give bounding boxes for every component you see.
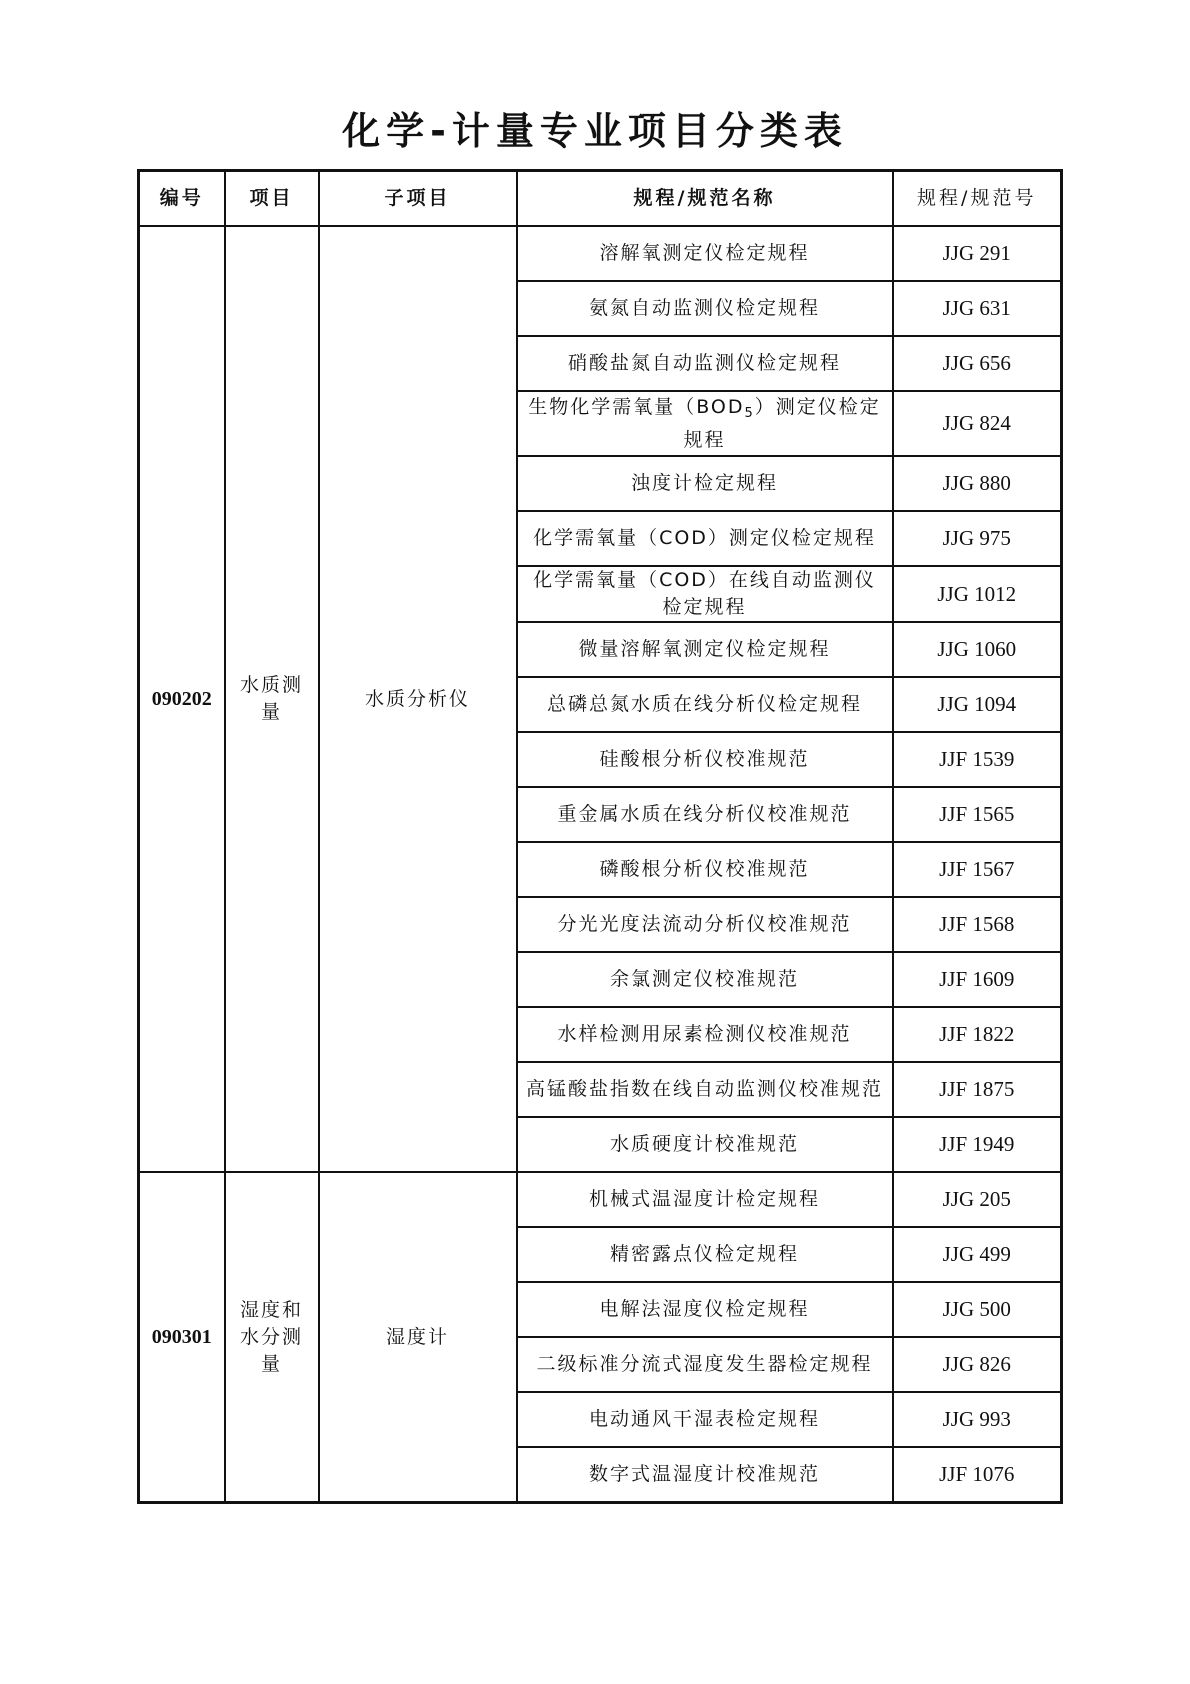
spec-no-cell: JJG 631 [893,281,1062,336]
spec-name-cell: 分光光度法流动分析仪校准规范 [517,897,893,952]
spec-name-cell: 余氯测定仪校准规范 [517,952,893,1007]
group-sub-item: 湿度计 [319,1172,517,1503]
spec-no-cell: JJF 1567 [893,842,1062,897]
spec-name-cell: 硅酸根分析仪校准规范 [517,732,893,787]
spec-no-cell: JJG 656 [893,336,1062,391]
spec-name-cell: 水样检测用尿素检测仪校准规范 [517,1007,893,1062]
spec-no-cell: JJG 1094 [893,677,1062,732]
spec-name-cell [517,391,893,456]
header-row [139,171,1062,227]
header-sub-item: 子项目 [319,171,517,227]
spec-no-cell: JJF 1539 [893,732,1062,787]
spec-name-part: 生物化学需氧量（BOD [528,395,745,418]
spec-name-cell: 磷酸根分析仪校准规范 [517,842,893,897]
header-code: 编号 [139,171,225,227]
spec-name-cell: 化学需氧量（COD）在线自动监测仪检定规程 [517,566,893,622]
spec-name-cell: 精密露点仪检定规程 [517,1227,893,1282]
spec-name-cell: 氨氮自动监测仪检定规程 [517,281,893,336]
spec-no-cell: JJG 499 [893,1227,1062,1282]
spec-name-cell: 化学需氧量（COD）测定仪检定规程 [517,511,893,566]
spec-no-cell: JJF 1568 [893,897,1062,952]
spec-no-cell: JJF 1949 [893,1117,1062,1172]
spec-name-cell: 水质硬度计校准规范 [517,1117,893,1172]
spec-name-cell: 二级标准分流式湿度发生器检定规程 [517,1337,893,1392]
spec-no-cell: JJF 1565 [893,787,1062,842]
group-item: 湿度和水分测量 [225,1172,319,1503]
spec-name-cell: 机械式温湿度计检定规程 [517,1172,893,1227]
classification-table [137,169,1063,1504]
spec-no-cell: JJG 826 [893,1337,1062,1392]
spec-no-cell: JJG 205 [893,1172,1062,1227]
spec-name-cell: 硝酸盐氮自动监测仪检定规程 [517,336,893,391]
spec-no-cell: JJG 975 [893,511,1062,566]
spec-name-cell: 电动通风干湿表检定规程 [517,1392,893,1447]
table-body [139,226,1062,1503]
spec-no-cell: JJG 993 [893,1392,1062,1447]
spec-no-cell: JJG 1060 [893,622,1062,677]
header-spec-no: 规程/规范号 [893,171,1062,227]
spec-no-cell: JJG 1012 [893,566,1062,622]
spec-name-subscript: 5 [744,405,755,421]
group-item: 水质测量 [225,226,319,1172]
table-row [139,226,1062,281]
spec-no-cell: JJG 500 [893,1282,1062,1337]
spec-name-cell: 总磷总氮水质在线分析仪检定规程 [517,677,893,732]
spec-no-cell: JJG 291 [893,226,1062,281]
spec-name-part: ）测定仪检定规程 [683,395,881,451]
header-spec-name: 规程/规范名称 [517,171,893,227]
spec-no-cell: JJF 1875 [893,1062,1062,1117]
spec-no-cell: JJF 1822 [893,1007,1062,1062]
group-code: 090202 [139,226,225,1172]
page-title: 化学-计量专业项目分类表 [342,109,848,153]
spec-no-cell: JJF 1076 [893,1447,1062,1503]
spec-no-cell: JJG 824 [893,391,1062,456]
header-item: 项目 [225,171,319,227]
spec-name-cell: 高锰酸盐指数在线自动监测仪校准规范 [517,1062,893,1117]
spec-name-cell: 重金属水质在线分析仪校准规范 [517,787,893,842]
spec-name-cell: 溶解氧测定仪检定规程 [517,226,893,281]
group-code: 090301 [139,1172,225,1503]
spec-name-cell: 浊度计检定规程 [517,456,893,511]
spec-name-cell: 微量溶解氧测定仪检定规程 [517,622,893,677]
spec-name-cell: 数字式温湿度计校准规范 [517,1447,893,1503]
spec-no-cell: JJG 880 [893,456,1062,511]
group-sub-item: 水质分析仪 [319,226,517,1172]
spec-name-cell: 电解法湿度仪检定规程 [517,1282,893,1337]
table-row [139,1172,1062,1227]
spec-no-cell: JJF 1609 [893,952,1062,1007]
